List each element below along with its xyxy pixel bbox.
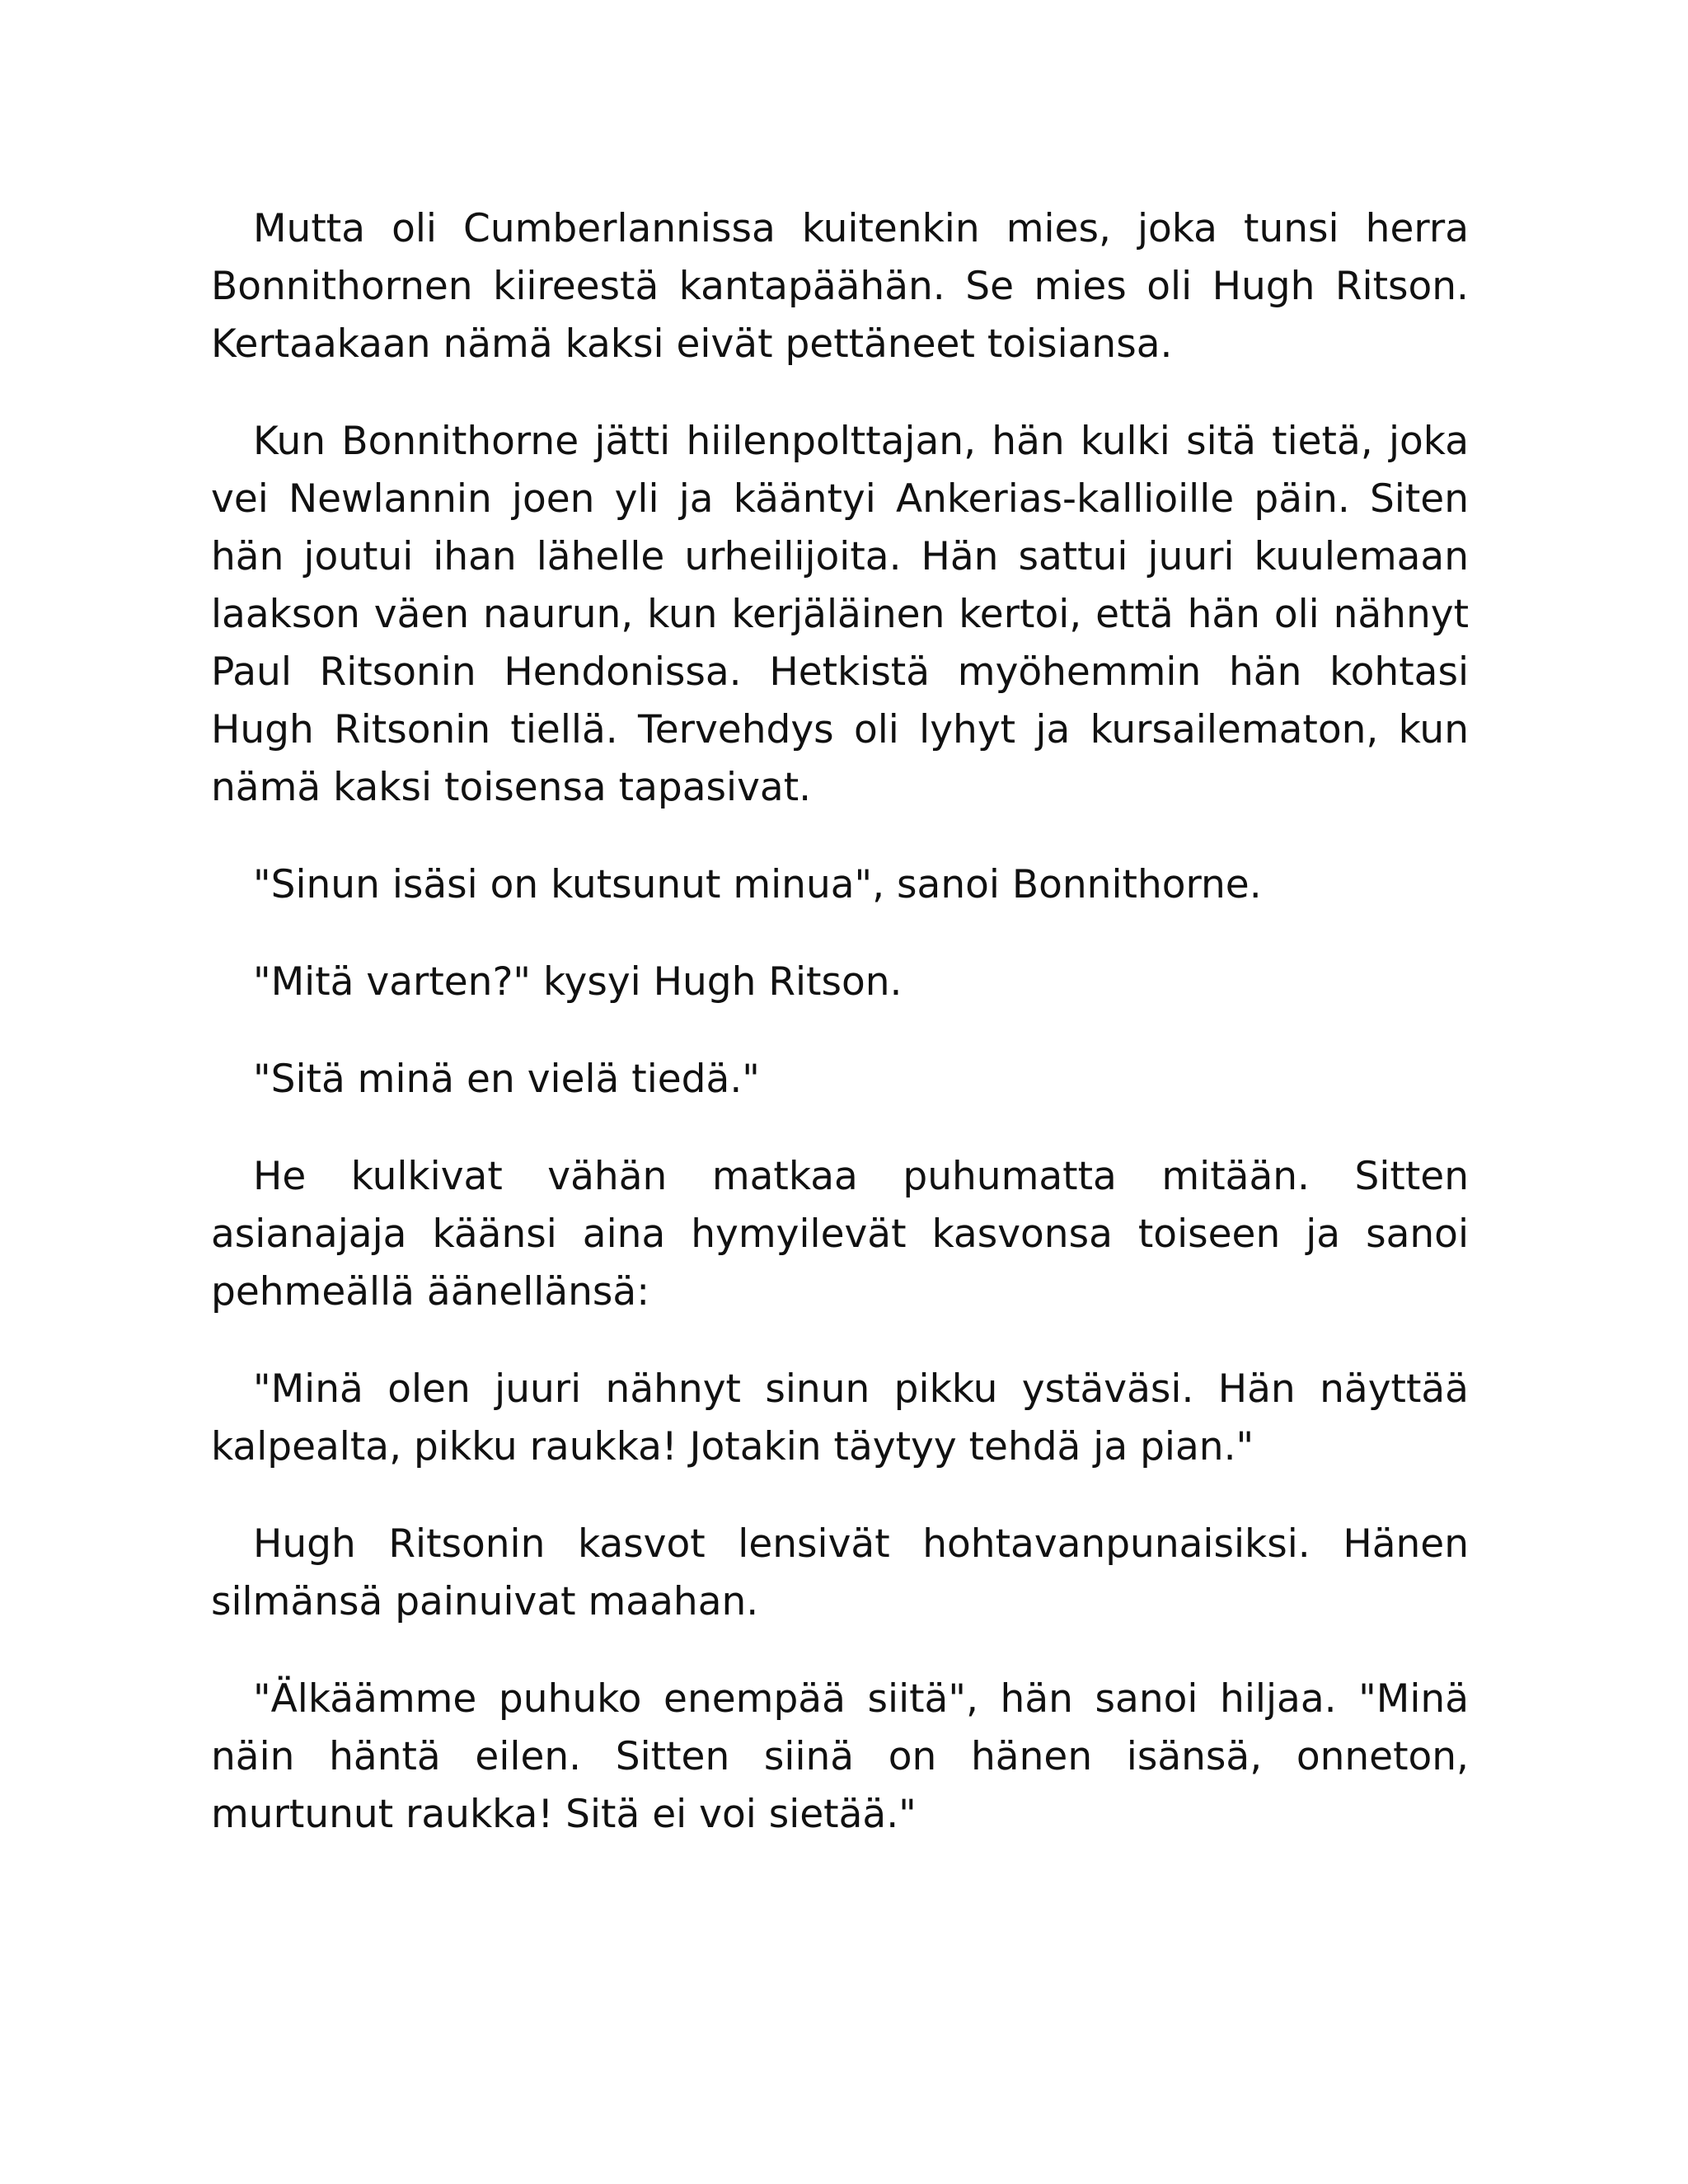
- paragraph: Hugh Ritsonin kasvot lensivät hohtavanpunaisiksi. Hänen silmänsä painuivat maahan.: [211, 1521, 1469, 1624]
- paragraph: Kun Bonnithorne jätti hiilenpolttajan, hän kulki sitä tietä, joka vei Newlannin joen yli ja kääntyi Ankerias-kallioille päin. Siten hän joutui ihan lähelle urheilijoita. Hän sattui juuri kuulemaan laakson väen naurun, kun kerjäläinen kertoi, että hän oli nähnyt Paul Ritsonin Hendonissa. Hetkistä myöhemmin hän kohtasi Hugh Ritsonin tiellä. Tervehdys oli lyhyt ja kursailematon, kun nämä kaksi toisensa tapasivat.: [211, 419, 1469, 810]
- paragraph: "Minä olen juuri nähnyt sinun pikku ystäväsi. Hän näyttää kalpealta, pikku raukka! Jotakin täytyy tehdä ja pian.": [211, 1366, 1469, 1469]
- body-text: [211, 200, 1469, 1883]
- paragraph: "Älkäämme puhuko enempää siitä", hän sanoi hiljaa. "Minä näin häntä eilen. Sitten siinä on hänen isänsä, onneton, murtunut raukka! Sitä ei voi sietää.": [211, 1676, 1469, 1837]
- paragraph: "Mitä varten?" kysyi Hugh Ritson.: [253, 959, 903, 1005]
- paragraph: "Sitä minä en vielä tiedä.": [253, 1057, 760, 1102]
- paragraph: He kulkivat vähän matkaa puhumatta mitään. Sitten asianajaja käänsi aina hymyilevät kasvonsa toiseen ja sanoi pehmeällä äänellänsä:: [211, 1154, 1469, 1315]
- paragraph: "Sinun isäsi on kutsunut minua", sanoi Bonnithorne.: [253, 862, 1262, 907]
- paragraph: Mutta oli Cumberlannissa kuitenkin mies, joka tunsi herra Bonnithornen kiireestä kantapäähän. Se mies oli Hugh Ritson. Kertaakaan nämä kaksi eivät pettäneet toisiansa.: [211, 206, 1469, 367]
